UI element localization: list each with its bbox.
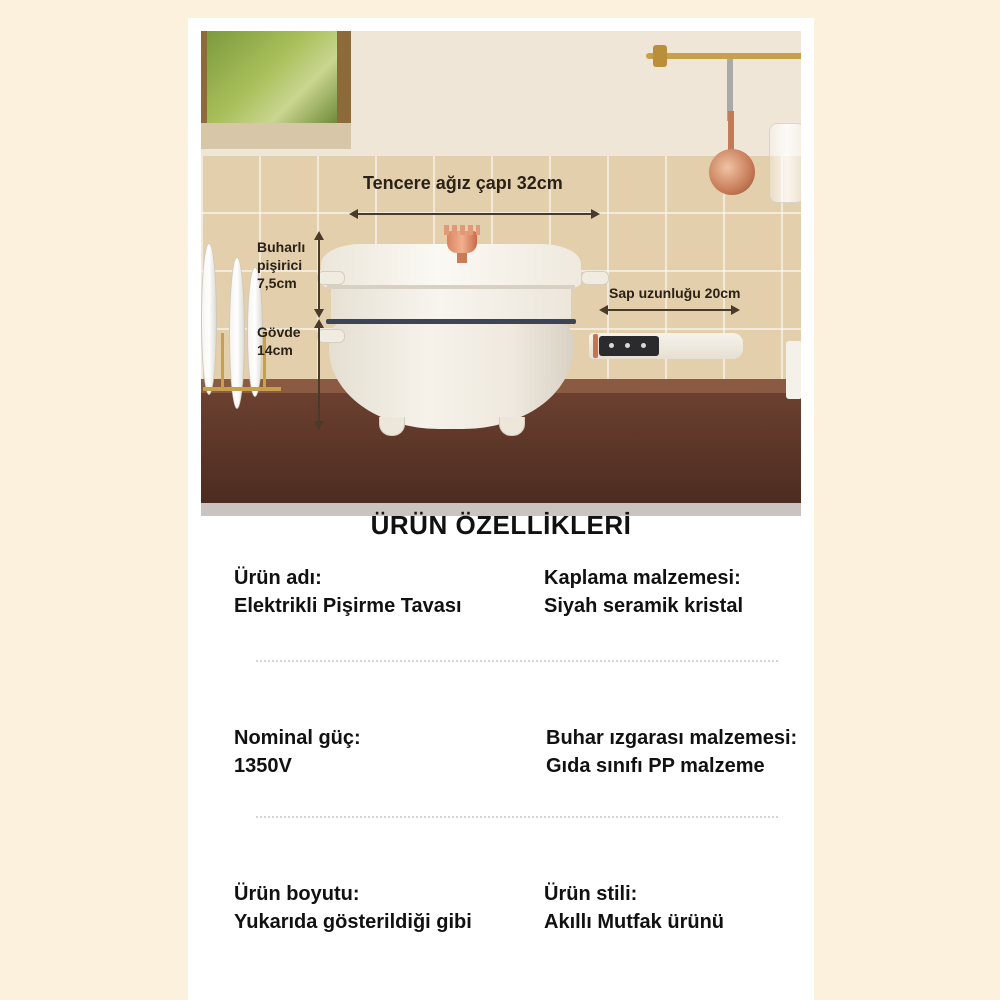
spec-value: Akıllı Mutfak ürünü [544, 911, 724, 933]
spec-label: Buhar ızgarası malzemesi: [546, 727, 798, 749]
panel-button [609, 343, 614, 348]
spec-rated-power [234, 724, 361, 780]
panel-button [641, 343, 646, 348]
copper-ladle [709, 149, 755, 195]
knob-crown [444, 225, 480, 235]
spec-label: Ürün adı: [234, 567, 322, 589]
spec-value: Gıda sınıfı PP malzeme [546, 755, 765, 777]
window-glass [207, 31, 337, 123]
control-panel [599, 336, 659, 356]
specs-title: ÜRÜN ÖZELLİKLERİ [370, 510, 632, 540]
spec-value: Siyah seramik kristal [544, 595, 744, 617]
spec-value: Elektrikli Pişirme Tavası [234, 595, 462, 617]
divider [256, 816, 778, 818]
rail-mount [653, 45, 667, 67]
product-card [188, 18, 814, 1000]
handle-ring [593, 334, 598, 358]
spec-product-name [234, 564, 462, 620]
spec-product-style [544, 880, 724, 936]
glass-cup [769, 123, 801, 203]
utensil-rail [646, 53, 801, 59]
spec-label: Ürün boyutu: [234, 883, 360, 905]
rack-bar [203, 387, 281, 391]
arrow-down-icon [314, 309, 324, 318]
spec-product-size [234, 880, 472, 936]
lid-ear [581, 271, 609, 285]
window-sill [201, 123, 351, 149]
steamer-height-label: Buharlı pişirici 7,5cm [257, 239, 306, 291]
spec-label: Ürün stili: [544, 883, 638, 905]
diameter-line [353, 213, 593, 215]
handle-length-label: Sap uzunluğu 20cm [609, 285, 741, 301]
divider [256, 660, 778, 662]
spec-steam-grid-material [546, 724, 797, 780]
spec-label: Nominal güç: [234, 727, 361, 749]
spec-coating-material [544, 564, 743, 620]
ladle-handle [728, 111, 734, 153]
arrow-right-icon [591, 209, 600, 219]
spec-value: 1350V [234, 755, 292, 777]
arrow-left-icon [599, 305, 608, 315]
rack-post [221, 333, 224, 391]
pot-band [326, 319, 576, 324]
window [201, 31, 351, 149]
jar [786, 341, 801, 399]
handle-length-line [603, 309, 733, 311]
spec-label: Kaplama malzemesi: [544, 567, 741, 589]
panel-button [625, 343, 630, 348]
arrow-down-icon [314, 421, 324, 430]
arrow-left-icon [349, 209, 358, 219]
lid-rim [327, 285, 575, 289]
plate [201, 243, 217, 395]
body-height-label: Gövde 14cm [257, 324, 301, 358]
product-photo [201, 31, 801, 516]
diameter-label: Tencere ağız çapı 32cm [363, 173, 563, 193]
arrow-right-icon [731, 305, 740, 315]
spec-value: Yukarıda gösterildiği gibi [234, 911, 472, 933]
